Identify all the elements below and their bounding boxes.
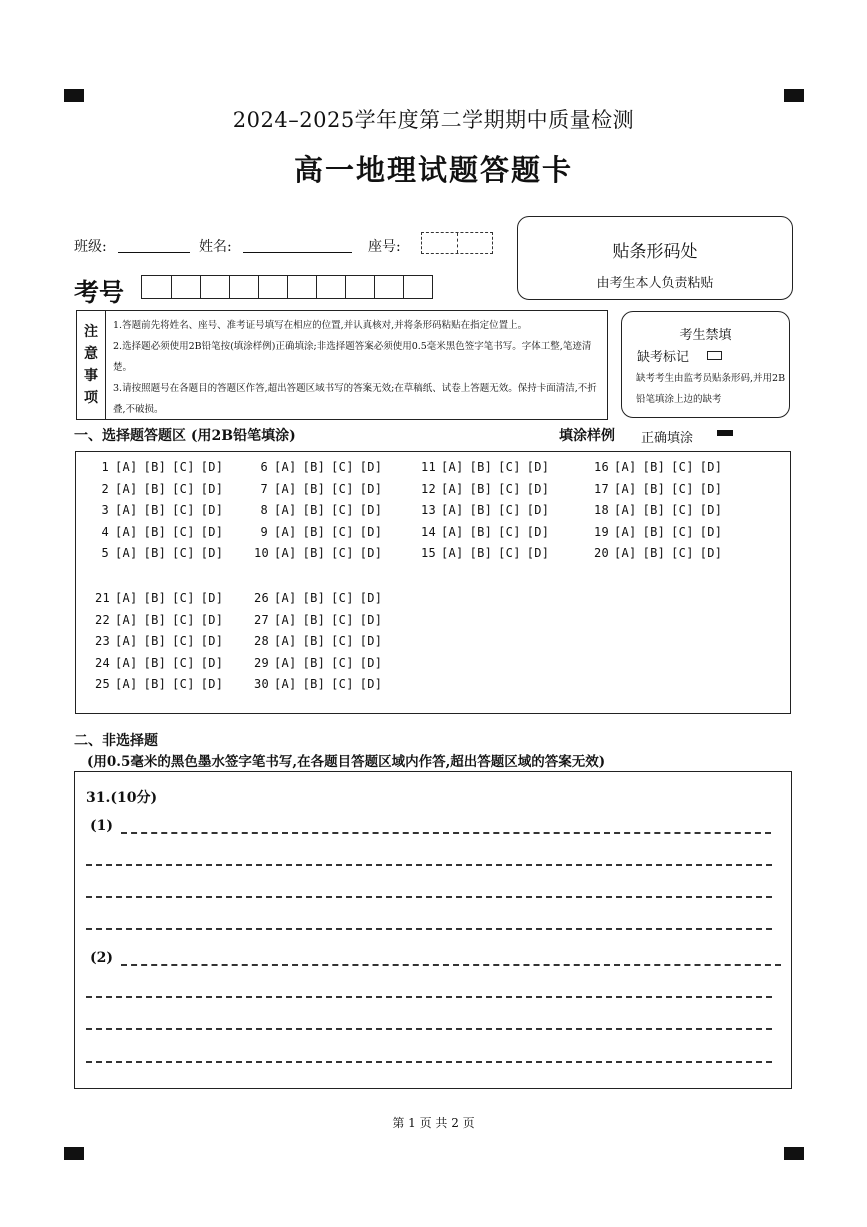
sample-label: 填涂样例 [559,428,615,444]
option-bubble[interactable]: [C] [331,546,354,561]
answer-line[interactable] [121,964,781,966]
question-number: 3 [101,503,109,518]
notice-item: 3.请按照题号在各题目的答题区作答,超出答题区域书写的答案无效;在草稿纸、试卷上答题无效。保持卡面清洁,不折叠,不破损。 [113,383,597,415]
option-bubble[interactable]: [C] [172,677,195,692]
name-label: 姓名: [199,239,232,255]
question-number: 19 [594,524,610,539]
option-bubble[interactable]: [D] [200,591,224,605]
absent-mark-checkbox[interactable] [707,351,722,360]
option-bubble[interactable]: [C] [172,634,195,649]
option-bubble[interactable]: [D] [699,460,723,474]
question-number: 10 [254,546,270,561]
option-bubble[interactable]: [A] [274,546,297,561]
option-bubble[interactable]: [D] [526,546,550,561]
option-bubble[interactable]: [D] [699,481,723,496]
option-bubble[interactable]: [C] [671,481,694,496]
question-12 [421,482,549,496]
option-bubble[interactable]: [A] [614,481,637,496]
question-number: 9 [260,524,268,539]
option-bubble[interactable]: [B] [302,591,326,605]
option-bubble[interactable]: [D] [699,503,723,518]
option-bubble[interactable]: [C] [172,655,195,670]
option-bubble[interactable]: [B] [143,634,167,649]
question-11 [421,460,549,474]
page-number: 第 1 页 共 2 页 [392,1116,475,1130]
option-bubble[interactable]: [A] [274,503,297,518]
option-bubble[interactable]: [C] [331,634,354,649]
question-number: 15 [421,546,437,561]
question-number: 1 [101,460,109,474]
class-field[interactable] [118,252,190,253]
option-bubble[interactable]: [C] [331,677,354,692]
option-bubble[interactable]: [D] [359,634,383,649]
option-bubble[interactable]: [B] [642,481,666,496]
option-bubble[interactable]: [B] [642,524,666,539]
option-bubble[interactable]: [D] [359,546,383,561]
question-number: 4 [101,524,109,539]
barcode-title: 贴条形码处 [612,242,698,262]
option-bubble[interactable]: [A] [115,677,138,692]
question-24 [95,656,223,670]
seat-label: 座号: [368,239,401,255]
question-number: 28 [254,634,270,649]
notice-box [76,310,608,420]
option-bubble[interactable]: [D] [200,524,224,539]
option-bubble[interactable]: [A] [115,634,138,649]
class-label: 班级: [74,239,107,255]
question-23 [95,634,223,648]
option-bubble[interactable]: [C] [331,591,354,605]
question-10 [254,546,382,560]
option-bubble[interactable]: [C] [671,503,694,518]
option-bubble[interactable]: [B] [302,677,326,692]
option-bubble[interactable]: [B] [642,460,666,474]
option-bubble[interactable]: [A] [115,481,138,496]
card-title: 高一地理试题答题卡 [293,153,573,187]
option-bubble[interactable]: [A] [441,503,464,518]
option-bubble[interactable]: [A] [274,634,297,649]
question-17 [594,482,722,496]
option-bubble[interactable]: [B] [302,655,326,670]
option-bubble[interactable]: [A] [274,481,297,496]
question-1 [95,460,223,474]
part-2-label: (2) [90,950,113,966]
option-bubble[interactable]: [D] [526,481,550,496]
question-number: 29 [254,655,270,670]
absent-box [621,311,790,418]
question-number: 17 [594,481,610,496]
option-bubble[interactable]: [D] [200,612,224,627]
option-bubble[interactable]: [D] [359,612,383,627]
absent-heading: 考生禁填 [679,328,732,343]
option-bubble[interactable]: [A] [274,612,297,627]
option-bubble[interactable]: [D] [526,460,550,474]
question-5 [95,546,223,560]
option-bubble[interactable]: [C] [331,460,354,474]
question-18 [594,503,722,517]
notice-item: 1.答题前先将姓名、座号、准考证号填写在相应的位置,并认真核对,并将条形码粘贴在指定位置上。 [113,320,528,331]
question-29 [254,656,382,670]
option-bubble[interactable]: [A] [274,460,297,474]
question-31-title: 31.(10分) [86,790,158,806]
option-bubble[interactable]: [C] [172,591,195,605]
option-bubble[interactable]: [B] [143,591,167,605]
option-bubble[interactable]: [A] [441,481,464,496]
corner-marker-top-right [784,89,804,102]
question-8 [254,503,382,517]
option-bubble[interactable]: [B] [302,481,326,496]
question-number: 30 [254,677,270,692]
option-bubble[interactable]: [C] [671,460,694,474]
option-bubble[interactable]: [D] [200,546,224,561]
question-number: 23 [95,634,111,649]
option-bubble[interactable]: [A] [274,677,297,692]
seat-number-box[interactable] [421,232,493,254]
option-bubble[interactable]: [A] [274,591,297,605]
answer-line[interactable] [86,864,772,866]
option-bubble[interactable]: [C] [172,460,195,474]
answer-line[interactable] [121,832,771,834]
option-bubble[interactable]: [D] [200,677,224,692]
question-number: 22 [95,612,111,627]
answer-line[interactable] [86,928,772,930]
section1-title: 一、选择题答题区 (用2B铅笔填涂) [74,428,296,444]
section2-subtitle: (用0.5毫米的黑色墨水签字笔书写,在各题目答题区域内作答,超出答题区域的答案无效) [87,754,606,770]
question-9 [254,525,382,539]
absent-note: 缺考考生由监考员贴条形码,并用2B铅笔填涂上边的缺考 [636,373,786,405]
question-number: 8 [260,503,268,518]
option-bubble[interactable]: [A] [115,591,138,605]
option-bubble[interactable]: [C] [671,546,694,561]
option-bubble[interactable]: [B] [302,634,326,649]
question-number: 27 [254,612,270,627]
option-bubble[interactable]: [D] [200,503,224,518]
question-13 [421,503,549,517]
option-bubble[interactable]: [A] [614,524,637,539]
option-bubble[interactable]: [D] [359,503,383,518]
notice-side-label: 注 意 事 项 [77,311,106,419]
barcode-note: 由考生本人负责粘贴 [596,276,714,291]
corner-marker-top-left [64,89,84,102]
question-number: 16 [594,460,610,474]
option-bubble[interactable]: [A] [274,655,297,670]
sample-correct-label: 正确填涂 [641,431,694,446]
question-number: 25 [95,677,111,692]
option-bubble[interactable]: [C] [331,655,354,670]
option-bubble[interactable]: [C] [331,503,354,518]
option-bubble[interactable]: [D] [359,481,383,496]
option-bubble[interactable]: [B] [469,460,493,474]
question-number: 13 [421,503,437,518]
option-bubble[interactable]: [C] [172,503,195,518]
notice-item: 2.选择题必须使用2B铅笔按(填涂样例)正确填涂;非选择题答案必须使用0.5毫米黑色签字笔书写。字体工整,笔迹清楚。 [113,341,592,373]
option-bubble[interactable]: [D] [200,460,224,474]
option-bubble[interactable]: [C] [498,460,521,474]
question-26 [254,591,382,605]
option-bubble[interactable]: [D] [359,655,383,670]
option-bubble[interactable]: [C] [331,481,354,496]
barcode-area [517,216,793,300]
question-number: 20 [594,546,610,561]
option-bubble[interactable]: [B] [469,524,493,539]
question-28 [254,634,382,648]
option-bubble[interactable]: [D] [359,460,383,474]
question-7 [254,482,382,496]
option-bubble[interactable]: [B] [143,503,167,518]
option-bubble[interactable]: [A] [614,503,637,518]
question-25 [95,677,223,691]
option-bubble[interactable]: [C] [172,524,195,539]
option-bubble[interactable]: [D] [200,655,224,670]
answer-area [74,771,792,1089]
option-bubble[interactable]: [B] [302,524,326,539]
option-bubble[interactable]: [C] [172,612,195,627]
option-bubble[interactable]: [B] [143,546,167,561]
option-bubble[interactable]: [B] [143,524,167,539]
name-field[interactable] [243,252,352,253]
question-number: 12 [421,481,437,496]
corner-marker-bottom-left [64,1147,84,1160]
option-bubble[interactable]: [B] [143,655,167,670]
option-bubble[interactable]: [A] [115,524,138,539]
question-number: 24 [95,655,111,670]
question-14 [421,525,549,539]
question-27 [254,613,382,627]
absent-mark-label: 缺考标记 [637,350,690,365]
question-number: 2 [101,481,109,496]
part-1-label: (1) [90,818,113,834]
option-bubble[interactable]: [A] [441,460,464,474]
question-number: 7 [260,481,268,496]
option-bubble[interactable]: [D] [359,591,383,605]
exam-number-label: 考号 [74,278,125,307]
option-bubble[interactable]: [C] [498,481,521,496]
exam-number-boxes[interactable] [141,275,433,299]
option-bubble[interactable]: [D] [359,524,383,539]
question-16 [594,460,722,474]
option-bubble[interactable]: [C] [331,612,354,627]
question-number: 26 [254,591,270,605]
notice-body [113,315,603,420]
question-number: 11 [421,460,437,474]
option-bubble[interactable]: [B] [469,503,493,518]
option-bubble[interactable]: [A] [441,524,464,539]
option-bubble[interactable]: [D] [699,524,723,539]
option-bubble[interactable]: [B] [642,503,666,518]
option-bubble[interactable]: [D] [359,677,383,692]
answer-line[interactable] [86,896,772,898]
exam-title: 2024–2025学年度第二学期期中质量检测 [232,108,635,132]
option-bubble[interactable]: [A] [115,612,138,627]
question-2 [95,482,223,496]
option-bubble[interactable]: [B] [302,546,326,561]
corner-marker-bottom-right [784,1147,804,1160]
option-bubble[interactable]: [C] [172,481,195,496]
option-bubble[interactable]: [D] [526,503,550,518]
option-bubble[interactable]: [D] [699,546,723,561]
option-bubble[interactable]: [B] [302,460,326,474]
question-22 [95,613,223,627]
question-number: 5 [101,546,109,561]
option-bubble[interactable]: [C] [498,524,521,539]
question-6 [254,460,382,474]
option-bubble[interactable]: [C] [498,503,521,518]
option-bubble[interactable]: [A] [115,546,138,561]
option-bubble[interactable]: [A] [115,460,138,474]
question-21 [95,591,223,605]
question-number: 21 [95,591,111,605]
option-bubble[interactable]: [B] [469,546,493,561]
option-bubble[interactable]: [B] [143,612,167,627]
option-bubble[interactable]: [B] [302,612,326,627]
answer-line[interactable] [86,1028,772,1030]
question-3 [95,503,223,517]
question-number: 14 [421,524,437,539]
option-bubble[interactable]: [D] [200,634,224,649]
question-number: 6 [260,460,268,474]
option-bubble[interactable]: [D] [526,524,550,539]
option-bubble[interactable]: [A] [441,546,464,561]
answer-line[interactable] [86,1061,772,1063]
option-bubble[interactable]: [C] [498,546,521,561]
question-20 [594,546,722,560]
filled-sample-mark [717,430,733,436]
option-bubble[interactable]: [C] [172,546,195,561]
option-bubble[interactable]: [C] [331,524,354,539]
option-bubble[interactable]: [B] [143,677,167,692]
option-bubble[interactable]: [A] [274,524,297,539]
option-bubble[interactable]: [B] [642,546,666,561]
question-19 [594,525,722,539]
option-bubble[interactable]: [B] [302,503,326,518]
question-15 [421,546,549,560]
question-number: 18 [594,503,610,518]
option-bubble[interactable]: [B] [469,481,493,496]
option-bubble[interactable]: [C] [671,524,694,539]
answer-line[interactable] [86,996,772,998]
option-bubble[interactable]: [A] [115,655,138,670]
question-30 [254,677,382,691]
option-bubble[interactable]: [A] [115,503,138,518]
option-bubble[interactable]: [B] [143,460,167,474]
option-bubble[interactable]: [B] [143,481,167,496]
option-bubble[interactable]: [A] [614,460,637,474]
option-bubble[interactable]: [A] [614,546,637,561]
section2-title: 二、非选择题 [74,733,158,749]
question-4 [95,525,223,539]
option-bubble[interactable]: [D] [200,481,224,496]
